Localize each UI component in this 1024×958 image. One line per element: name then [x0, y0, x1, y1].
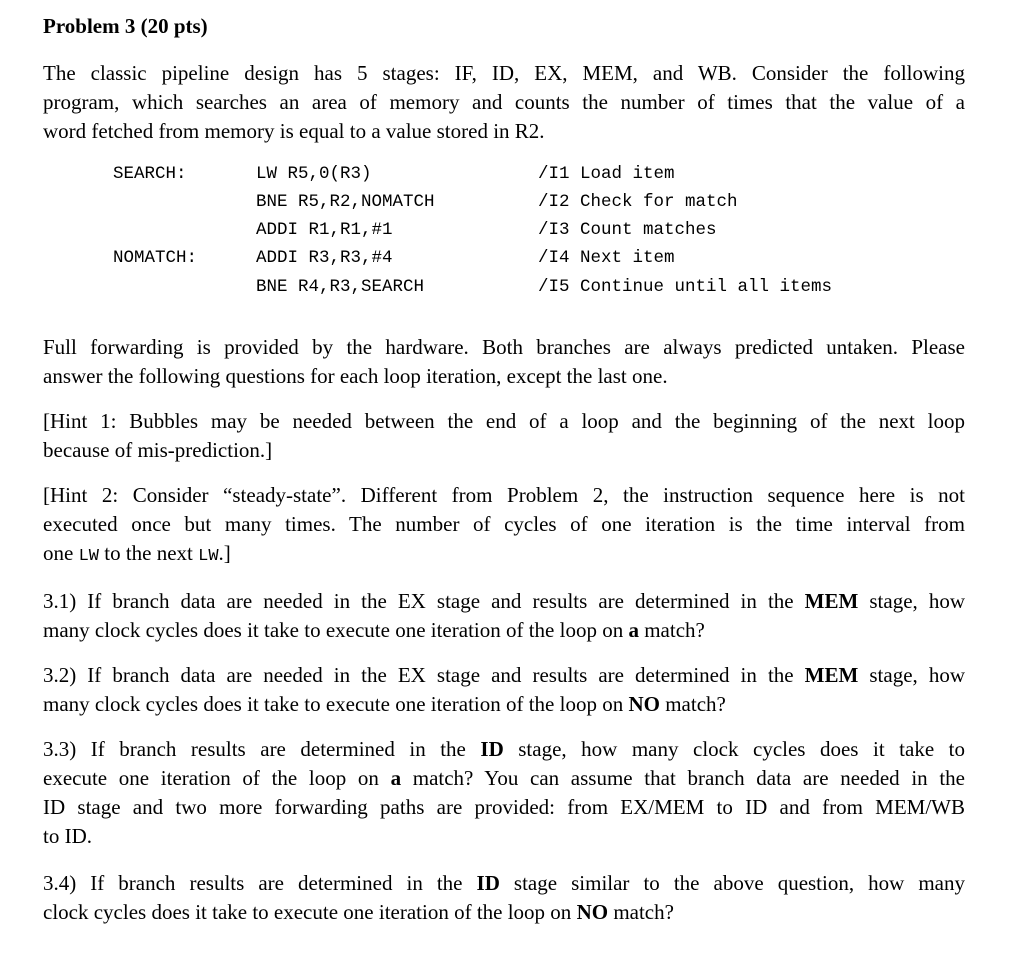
question-3-2 — [43, 661, 965, 719]
text: [Hint 2: Consider “steady-state”. Different from Problem 2, the instruction sequence here is not — [43, 483, 965, 507]
text-line — [43, 407, 965, 436]
text-line — [43, 436, 965, 465]
code-instruction: ADDI R1,R1,#1 — [256, 220, 393, 240]
text-line — [43, 117, 965, 146]
hint-1 — [43, 407, 965, 465]
text: one — [43, 541, 79, 565]
text: The classic pipeline design has 5 stages: IF, ID, EX, MEM, and WB. Consider the following — [43, 61, 965, 85]
text: .] — [218, 541, 231, 565]
text-line — [43, 764, 965, 793]
bold-text: a — [390, 766, 402, 790]
text-line — [43, 898, 965, 927]
text: answer the following questions for each loop iteration, except the last one. — [43, 364, 668, 388]
code-label: NOMATCH: — [113, 248, 198, 268]
text: executed once but many times. The number of cycles of one iteration is the time interval from — [43, 512, 965, 536]
text-line — [43, 481, 965, 510]
inline-code: LW — [198, 547, 219, 566]
question-3-4 — [43, 869, 965, 927]
inline-code: LW — [78, 547, 99, 566]
text-line — [43, 587, 965, 616]
problem-title: Problem 3 (20 pts) — [43, 14, 208, 38]
text: match? — [608, 900, 674, 924]
text-line — [43, 88, 965, 117]
bold-text: NO — [576, 900, 609, 924]
text-line — [43, 690, 965, 719]
text: [Hint 1: Bubbles may be needed between the end of a loop and the beginning of the next loop — [43, 409, 965, 433]
text-line — [43, 333, 965, 362]
bold-text: ID — [476, 871, 500, 895]
text: stage, how many clock cycles does it take to — [503, 737, 965, 761]
hint-2 — [43, 481, 965, 568]
text: stage, how — [858, 589, 965, 613]
text: to ID. — [43, 824, 92, 848]
bold-text: NO — [628, 692, 660, 716]
code-label: SEARCH: — [113, 164, 187, 184]
text: 3.4) If branch results are determined in the — [43, 871, 477, 895]
text: to the next — [98, 541, 199, 565]
forwarding-note — [43, 333, 965, 391]
text-line — [43, 616, 965, 645]
question-3-1 — [43, 587, 965, 645]
text-line — [43, 59, 965, 88]
code-comment: /I4 Next item — [538, 248, 675, 268]
text-line — [43, 661, 965, 690]
text: 3.2) If branch data are needed in the EX stage and results are determined in the — [43, 663, 805, 687]
code-instruction: ADDI R3,R3,#4 — [256, 248, 393, 268]
bold-text: a — [628, 618, 639, 642]
text-line — [43, 793, 965, 822]
text: 3.3) If branch results are determined in the — [43, 737, 481, 761]
code-comment: /I5 Continue until all items — [538, 277, 833, 297]
text: clock cycles does it take to execute one iteration of the loop on — [43, 900, 577, 924]
code-comment: /I1 Load item — [538, 164, 675, 184]
text: program, which searches an area of memory and counts the number of times that the value of a — [43, 90, 965, 114]
text-line — [43, 362, 965, 391]
text: Full forwarding is provided by the hardware. Both branches are always predicted untaken. Please — [43, 335, 965, 359]
bold-text: MEM — [804, 663, 859, 687]
text: match? — [659, 692, 726, 716]
code-instruction: LW R5,0(R3) — [256, 164, 372, 184]
text: match? — [638, 618, 705, 642]
text: word fetched from memory is equal to a value stored in R2. — [43, 119, 545, 143]
text-line — [43, 869, 965, 898]
code-comment: /I2 Check for match — [538, 192, 738, 212]
text: many clock cycles does it take to execute one iteration of the loop on — [43, 618, 629, 642]
text: match? You can assume that branch data are needed in the — [401, 766, 965, 790]
intro — [43, 59, 965, 146]
text: execute one iteration of the loop on — [43, 766, 391, 790]
bold-text: ID — [480, 737, 504, 761]
code-instruction: BNE R4,R3,SEARCH — [256, 277, 425, 297]
code-comment: /I3 Count matches — [538, 220, 717, 240]
text-line — [43, 735, 965, 764]
text: because of mis-prediction.] — [43, 438, 273, 462]
text: many clock cycles does it take to execute one iteration of the loop on — [43, 692, 629, 716]
question-3-3 — [43, 735, 965, 851]
text-line — [43, 539, 965, 568]
code-instruction: BNE R5,R2,NOMATCH — [256, 192, 435, 212]
text-line — [43, 510, 965, 539]
text: stage similar to the above question, how many — [499, 871, 965, 895]
text-line — [43, 822, 965, 851]
text: stage, how — [858, 663, 965, 687]
text: 3.1) If branch data are needed in the EX stage and results are determined in the — [43, 589, 805, 613]
bold-text: MEM — [804, 589, 859, 613]
text: ID stage and two more forwarding paths are provided: from EX/MEM to ID and from MEM/WB — [43, 795, 965, 819]
